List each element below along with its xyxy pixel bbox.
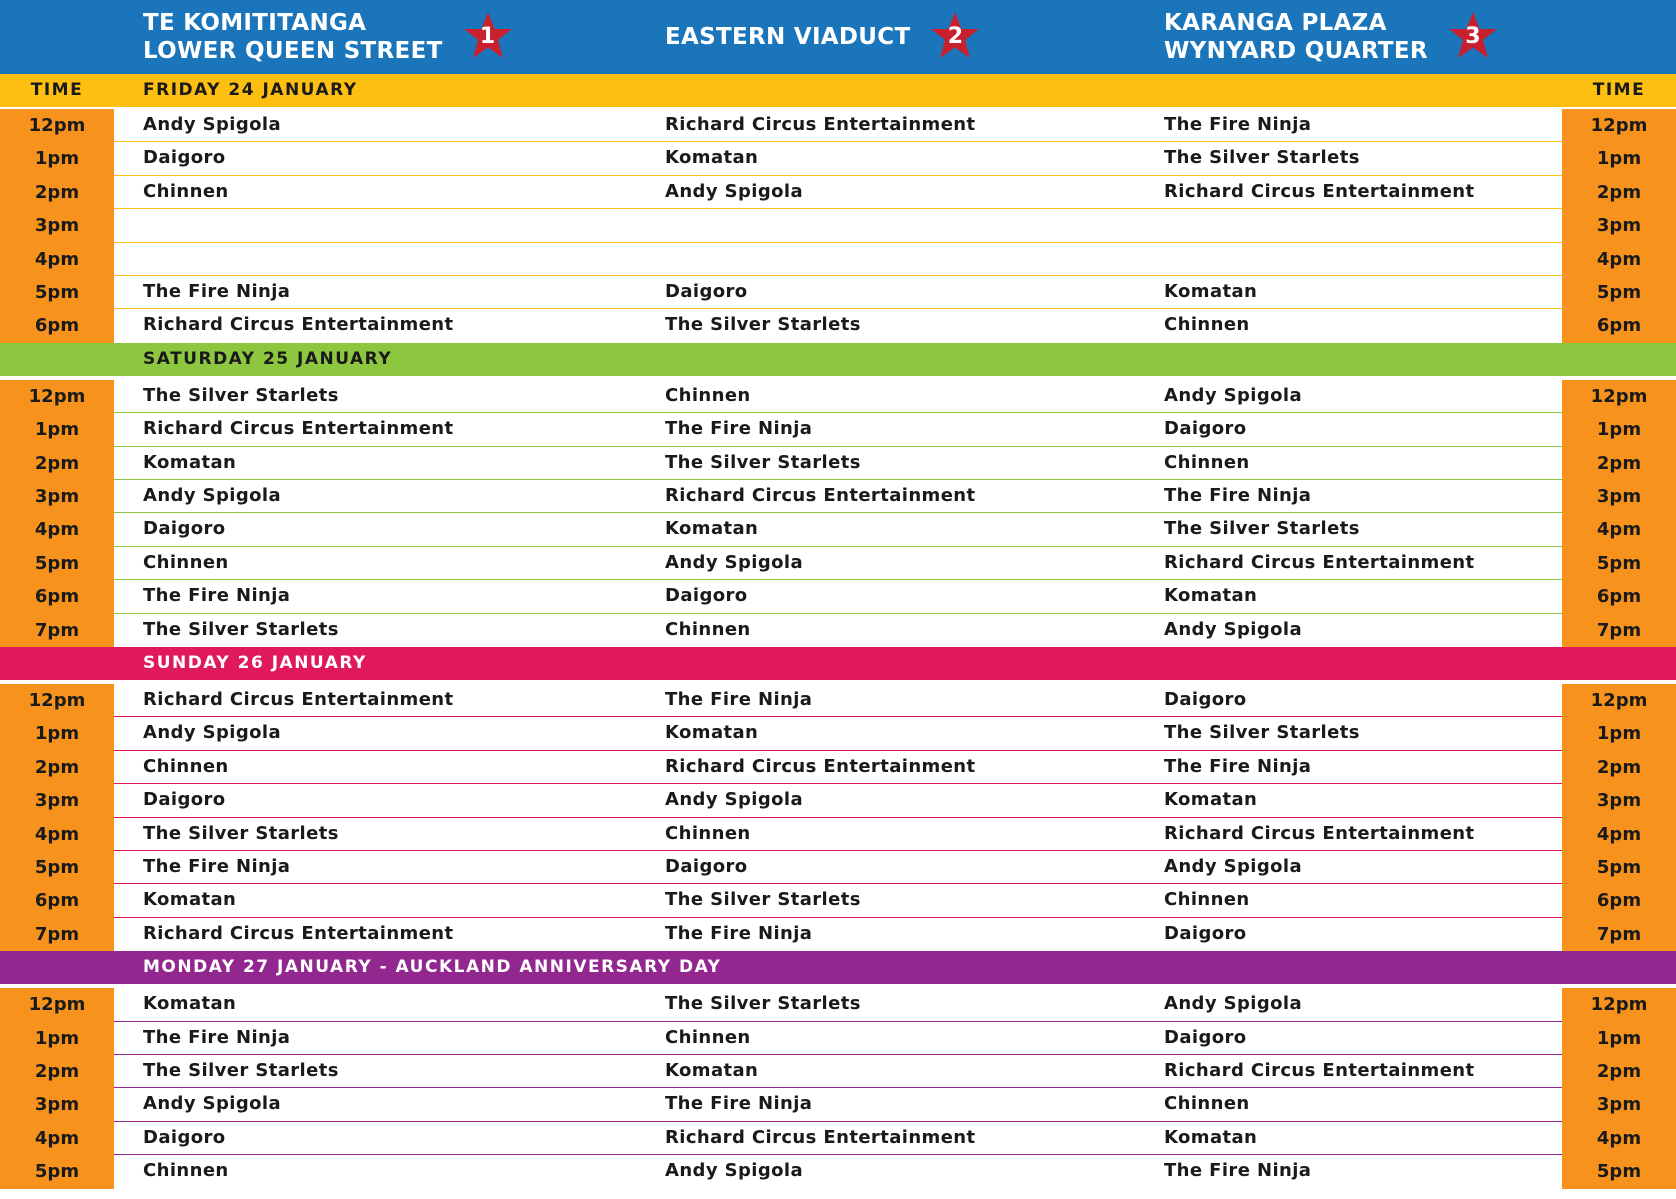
time-cell-right: 6pm — [1562, 884, 1676, 917]
act-venue-2: Richard Circus Entertainment — [665, 1126, 976, 1148]
act-venue-1: Daigoro — [143, 1126, 226, 1148]
act-venue-3: Andy Spigola — [1164, 384, 1303, 406]
act-venue-2: Chinnen — [665, 618, 751, 640]
act-venue-3: The Silver Starlets — [1164, 518, 1360, 540]
day-header — [0, 74, 1676, 107]
act-venue-2: Richard Circus Entertainment — [665, 114, 976, 135]
venue-3-number: 3 — [1465, 24, 1481, 49]
act-venue-2: Daigoro — [665, 585, 748, 607]
time-cell-left: 6pm — [0, 309, 114, 342]
venue-1-name — [143, 9, 443, 65]
schedule-row — [0, 413, 1676, 446]
time-cell-right: 4pm — [1562, 818, 1676, 851]
time-column-header-left: TIME — [30, 80, 84, 100]
act-venue-2: The Silver Starlets — [665, 314, 861, 336]
time-cell-left: 12pm — [0, 684, 114, 717]
act-venue-2: Komatan — [665, 147, 759, 169]
schedule-row — [0, 684, 1676, 717]
act-venue-1: Chinnen — [143, 1160, 229, 1182]
act-venue-1: The Fire Ninja — [143, 281, 291, 302]
venues-header — [0, 0, 1676, 74]
time-cell-right: 3pm — [1562, 1088, 1676, 1121]
venue-1-star-badge — [461, 10, 515, 64]
schedule-row — [0, 309, 1676, 342]
act-venue-3: Daigoro — [1164, 689, 1247, 710]
act-venue-3: Daigoro — [1164, 1026, 1247, 1048]
act-venue-1: Chinnen — [143, 180, 229, 202]
act-venue-2: Andy Spigola — [665, 551, 804, 573]
day-header — [0, 343, 1676, 376]
venue-2-name — [665, 23, 910, 51]
time-cell-right: 1pm — [1562, 142, 1676, 175]
time-cell-right: 7pm — [1562, 614, 1676, 647]
time-cell-left: 4pm — [0, 818, 114, 851]
act-venue-2: The Fire Ninja — [665, 418, 813, 440]
time-cell-left: 1pm — [0, 142, 114, 175]
act-venue-2: The Silver Starlets — [665, 889, 861, 911]
time-cell-right: 5pm — [1562, 1155, 1676, 1188]
time-cell-right: 12pm — [1562, 380, 1676, 413]
act-venue-3: Komatan — [1164, 789, 1258, 811]
time-cell-left: 5pm — [0, 276, 114, 309]
act-venue-2: Komatan — [665, 722, 759, 744]
act-venue-1: Andy Spigola — [143, 485, 282, 506]
act-venue-3: Richard Circus Entertainment — [1164, 1060, 1475, 1081]
schedule-row — [0, 818, 1676, 851]
act-venue-2: Andy Spigola — [665, 1160, 804, 1182]
time-cell-left: 3pm — [0, 784, 114, 817]
act-venue-1: Daigoro — [143, 789, 226, 811]
venue-3-line2: WYNYARD QUARTER — [1164, 38, 1428, 64]
time-cell-left: 3pm — [0, 1088, 114, 1121]
act-venue-3: Richard Circus Entertainment — [1164, 180, 1475, 202]
act-venue-2: Richard Circus Entertainment — [665, 755, 976, 777]
act-venue-1: The Silver Starlets — [143, 618, 339, 640]
schedule-row — [0, 1022, 1676, 1055]
venue-3-name — [1164, 9, 1428, 65]
time-cell-right: 2pm — [1562, 447, 1676, 480]
day-header — [0, 951, 1676, 984]
schedule-row — [0, 209, 1676, 242]
venue-1-line1: TE KOMITITANGA — [143, 10, 367, 36]
act-venue-2: Chinnen — [665, 822, 751, 844]
act-venue-2: Andy Spigola — [665, 180, 804, 202]
day-title: SATURDAY 25 JANUARY — [143, 348, 393, 369]
act-venue-3: The Silver Starlets — [1164, 722, 1360, 744]
time-cell-right: 12pm — [1562, 684, 1676, 717]
schedule-row — [0, 988, 1676, 1021]
time-cell-right: 12pm — [1562, 109, 1676, 142]
time-cell-left: 7pm — [0, 918, 114, 951]
day-title: FRIDAY 24 JANUARY — [143, 80, 358, 100]
act-venue-3: Chinnen — [1164, 314, 1250, 336]
time-cell-left: 4pm — [0, 1122, 114, 1155]
act-venue-2: Daigoro — [665, 281, 748, 302]
venue-1 — [143, 9, 515, 65]
time-cell-left: 5pm — [0, 851, 114, 884]
schedule-row — [0, 1155, 1676, 1188]
time-cell-left: 2pm — [0, 1055, 114, 1088]
schedule-row — [0, 784, 1676, 817]
schedule-row — [0, 580, 1676, 613]
venue-2-line1: EASTERN VIADUCT — [665, 24, 911, 50]
act-venue-1: Chinnen — [143, 551, 229, 573]
act-venue-2: Chinnen — [665, 1026, 751, 1048]
time-cell-right: 5pm — [1562, 851, 1676, 884]
time-cell-left: 1pm — [0, 413, 114, 446]
time-cell-right: 2pm — [1562, 1055, 1676, 1088]
act-venue-2: The Silver Starlets — [665, 993, 861, 1015]
schedule-row — [0, 884, 1676, 917]
venue-1-number: 1 — [479, 24, 496, 49]
time-cell-right: 3pm — [1562, 480, 1676, 513]
act-venue-3: Chinnen — [1164, 1093, 1250, 1115]
schedule-row — [0, 547, 1676, 580]
schedule-row — [0, 480, 1676, 513]
time-cell-left: 3pm — [0, 209, 114, 242]
act-venue-3: The Fire Ninja — [1164, 1160, 1312, 1182]
act-venue-1: Komatan — [143, 993, 237, 1015]
venue-2 — [665, 10, 982, 64]
act-venue-3: Komatan — [1164, 281, 1258, 302]
act-venue-1: Andy Spigola — [143, 114, 282, 135]
time-cell-left: 4pm — [0, 513, 114, 546]
act-venue-2: Komatan — [665, 1060, 759, 1081]
act-venue-1: Komatan — [143, 451, 237, 473]
day-title: SUNDAY 26 JANUARY — [143, 653, 367, 673]
time-cell-left: 5pm — [0, 547, 114, 580]
act-venue-1: Richard Circus Entertainment — [143, 418, 454, 440]
act-venue-3: Daigoro — [1164, 922, 1247, 944]
time-cell-right: 3pm — [1562, 209, 1676, 242]
time-cell-left: 7pm — [0, 614, 114, 647]
schedule-row — [0, 276, 1676, 309]
act-venue-3: Andy Spigola — [1164, 618, 1303, 640]
schedule-row — [0, 851, 1676, 884]
time-cell-right: 5pm — [1562, 547, 1676, 580]
act-venue-1: Daigoro — [143, 147, 226, 169]
time-cell-right: 4pm — [1562, 513, 1676, 546]
time-cell-right: 1pm — [1562, 717, 1676, 750]
act-venue-1: The Fire Ninja — [143, 1026, 291, 1048]
act-venue-1: The Silver Starlets — [143, 1060, 339, 1081]
venue-3 — [1164, 9, 1500, 65]
time-cell-left: 6pm — [0, 580, 114, 613]
time-cell-right: 4pm — [1562, 1122, 1676, 1155]
time-cell-left: 12pm — [0, 988, 114, 1021]
act-venue-3: The Silver Starlets — [1164, 147, 1360, 169]
venue-2-star-badge — [928, 10, 982, 64]
act-venue-1: The Fire Ninja — [143, 856, 291, 877]
act-venue-1: Andy Spigola — [143, 722, 282, 744]
act-venue-2: Richard Circus Entertainment — [665, 485, 976, 506]
act-venue-3: Komatan — [1164, 585, 1258, 607]
time-cell-left: 6pm — [0, 884, 114, 917]
schedule-row — [0, 918, 1676, 951]
act-venue-3: The Fire Ninja — [1164, 755, 1312, 777]
schedule-row — [0, 614, 1676, 647]
schedule-row — [0, 142, 1676, 175]
act-venue-2: The Fire Ninja — [665, 922, 813, 944]
schedule-row — [0, 1088, 1676, 1121]
time-column-header-right: TIME — [1592, 80, 1646, 100]
time-cell-right: 4pm — [1562, 243, 1676, 276]
time-cell-left: 12pm — [0, 380, 114, 413]
time-cell-left: 2pm — [0, 176, 114, 209]
schedule-row — [0, 176, 1676, 209]
schedule-row — [0, 1122, 1676, 1155]
act-venue-3: The Fire Ninja — [1164, 114, 1312, 135]
act-venue-3: Richard Circus Entertainment — [1164, 551, 1475, 573]
act-venue-3: Daigoro — [1164, 418, 1247, 440]
schedule-row — [0, 447, 1676, 480]
act-venue-2: Chinnen — [665, 384, 751, 406]
venue-2-number: 2 — [947, 24, 964, 49]
act-venue-2: The Silver Starlets — [665, 451, 861, 473]
day-header — [0, 647, 1676, 680]
time-cell-right: 12pm — [1562, 988, 1676, 1021]
act-venue-1: Richard Circus Entertainment — [143, 314, 454, 336]
time-cell-left: 1pm — [0, 717, 114, 750]
time-cell-right: 6pm — [1562, 580, 1676, 613]
venue-1-line2: LOWER QUEEN STREET — [143, 38, 443, 64]
act-venue-1: Chinnen — [143, 755, 229, 777]
act-venue-2: Komatan — [665, 518, 759, 540]
time-cell-left: 4pm — [0, 243, 114, 276]
schedule-row — [0, 109, 1676, 142]
day-title: MONDAY 27 JANUARY - AUCKLAND ANNIVERSARY DAY — [143, 957, 722, 978]
venue-3-star-badge — [1446, 10, 1500, 64]
schedule-row — [0, 717, 1676, 750]
act-venue-1: Komatan — [143, 889, 237, 911]
act-venue-3: Chinnen — [1164, 889, 1250, 911]
act-venue-3: The Fire Ninja — [1164, 485, 1312, 506]
time-cell-left: 1pm — [0, 1022, 114, 1055]
schedule-row — [0, 751, 1676, 784]
act-venue-1: The Silver Starlets — [143, 384, 339, 406]
time-cell-left: 2pm — [0, 447, 114, 480]
schedule-row — [0, 1055, 1676, 1088]
venue-3-line1: KARANGA PLAZA — [1164, 10, 1387, 36]
act-venue-2: Daigoro — [665, 856, 748, 877]
time-cell-right: 3pm — [1562, 784, 1676, 817]
schedule-row — [0, 243, 1676, 276]
time-cell-right: 5pm — [1562, 276, 1676, 309]
act-venue-3: Komatan — [1164, 1126, 1258, 1148]
time-cell-right: 2pm — [1562, 176, 1676, 209]
time-cell-right: 1pm — [1562, 1022, 1676, 1055]
act-venue-2: The Fire Ninja — [665, 1093, 813, 1115]
time-cell-right: 6pm — [1562, 309, 1676, 342]
act-venue-1: Andy Spigola — [143, 1093, 282, 1115]
time-cell-right: 7pm — [1562, 918, 1676, 951]
schedule-row — [0, 513, 1676, 546]
time-cell-left: 12pm — [0, 109, 114, 142]
act-venue-2: Andy Spigola — [665, 789, 804, 811]
time-cell-left: 2pm — [0, 751, 114, 784]
act-venue-1: Daigoro — [143, 518, 226, 540]
act-venue-2: The Fire Ninja — [665, 689, 813, 710]
act-venue-3: Andy Spigola — [1164, 856, 1303, 877]
act-venue-3: Richard Circus Entertainment — [1164, 822, 1475, 844]
time-cell-right: 2pm — [1562, 751, 1676, 784]
time-cell-left: 3pm — [0, 480, 114, 513]
schedule-row — [0, 380, 1676, 413]
time-cell-left: 5pm — [0, 1155, 114, 1188]
act-venue-1: Richard Circus Entertainment — [143, 689, 454, 710]
act-venue-1: The Silver Starlets — [143, 822, 339, 844]
act-venue-1: The Fire Ninja — [143, 585, 291, 607]
time-cell-right: 1pm — [1562, 413, 1676, 446]
act-venue-1: Richard Circus Entertainment — [143, 922, 454, 944]
act-venue-3: Chinnen — [1164, 451, 1250, 473]
act-venue-3: Andy Spigola — [1164, 993, 1303, 1015]
